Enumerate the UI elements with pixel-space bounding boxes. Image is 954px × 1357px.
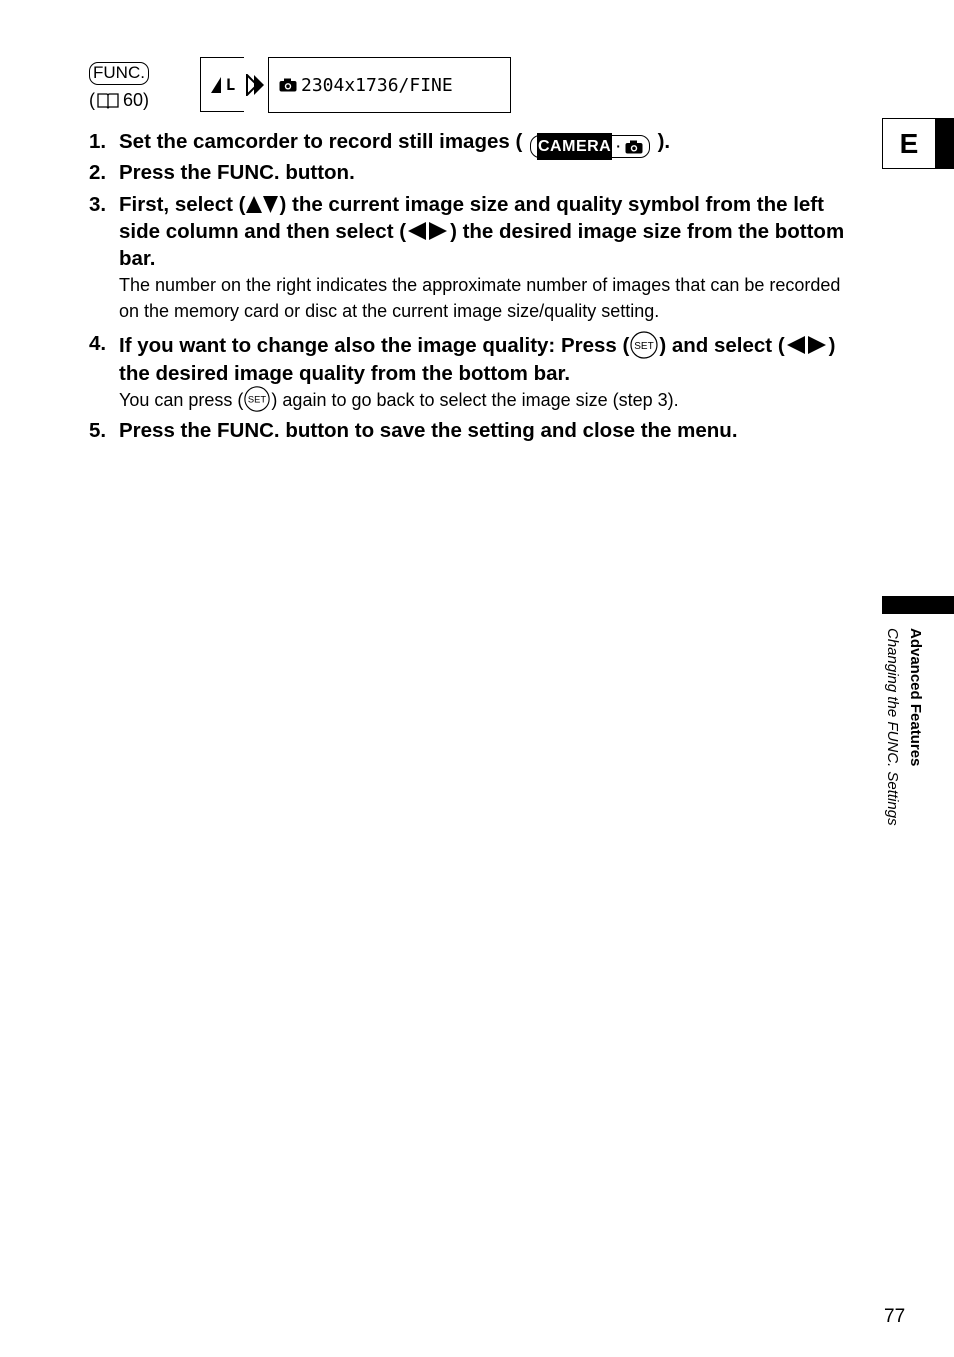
camera-mode-label: CAMERA <box>537 133 612 160</box>
step-3-note: The number on the right indicates the approximate number of images that can be recorded on the memory card or disc at the current image size/quality setting. <box>119 275 841 321</box>
func-badge: FUNC. <box>89 62 149 85</box>
up-down-arrows-icon <box>245 194 279 214</box>
step-5 <box>89 417 869 444</box>
step-3-text-end: ) the desired image size from the bottom bar. <box>119 220 845 270</box>
quality-wedge-icon <box>210 76 222 94</box>
step-number: 3. <box>89 193 107 216</box>
display-value-panel <box>268 57 511 113</box>
set-button-icon <box>629 330 659 360</box>
step-number: 1. <box>89 130 107 153</box>
func-ref-open: ( <box>89 90 95 110</box>
section-subtitle: Changing the FUNC. Settings <box>884 628 901 826</box>
step-4-note <box>119 385 859 413</box>
camera-mode-badge <box>530 135 650 158</box>
func-ref-page: 60) <box>123 90 150 110</box>
book-icon <box>97 92 119 109</box>
func-page-reference <box>89 89 149 111</box>
set-button-label: SET <box>248 394 267 405</box>
camera-icon <box>279 78 297 92</box>
step-5-text: Press the FUNC. button to save the setting and close the menu. <box>119 419 738 442</box>
double-arrow-right-icon <box>245 74 267 96</box>
step-1-text-end: ). <box>657 130 671 153</box>
step-number: 2. <box>89 161 107 184</box>
display-value: 2304x1736/FINE <box>301 74 453 96</box>
camera-icon <box>625 140 643 154</box>
step-3-text: First, select ( <box>119 193 246 216</box>
left-right-arrows-icon <box>785 335 829 355</box>
step-2 <box>89 159 869 186</box>
page-number: 77 <box>884 1306 906 1327</box>
left-right-arrows-icon <box>406 221 450 241</box>
section-title: Advanced Features <box>907 628 924 767</box>
step-1 <box>89 128 869 158</box>
step-4-note-text: You can press ( <box>119 390 244 410</box>
step-number: 4. <box>89 332 107 355</box>
language-tab: E <box>883 119 935 168</box>
step-number: 5. <box>89 419 107 442</box>
step-4-text: If you want to change also the image quality: Press ( <box>119 334 630 357</box>
set-button-icon <box>243 385 271 413</box>
separator-dot: · <box>616 138 621 154</box>
step-4-text-middle: ) and select ( <box>659 334 785 357</box>
step-1-text: Set the camcorder to record still images ( <box>119 130 523 153</box>
step-3-text-middle: ) the current image size and quality symbol from the left side column and then select ( <box>119 193 824 243</box>
step-2-text: Press the FUNC. button. <box>119 161 355 184</box>
step-3 <box>89 191 869 272</box>
step-4-note-text-end: ) again to go back to select the image size (step 3). <box>271 390 679 410</box>
step-4 <box>89 330 869 387</box>
display-size-label: L <box>225 75 236 94</box>
set-button-label: SET <box>634 341 655 352</box>
section-tab-bar <box>882 596 954 614</box>
display-left-panel <box>200 57 244 112</box>
step-4-text-end: ) the desired image quality from the bottom bar. <box>119 334 836 385</box>
